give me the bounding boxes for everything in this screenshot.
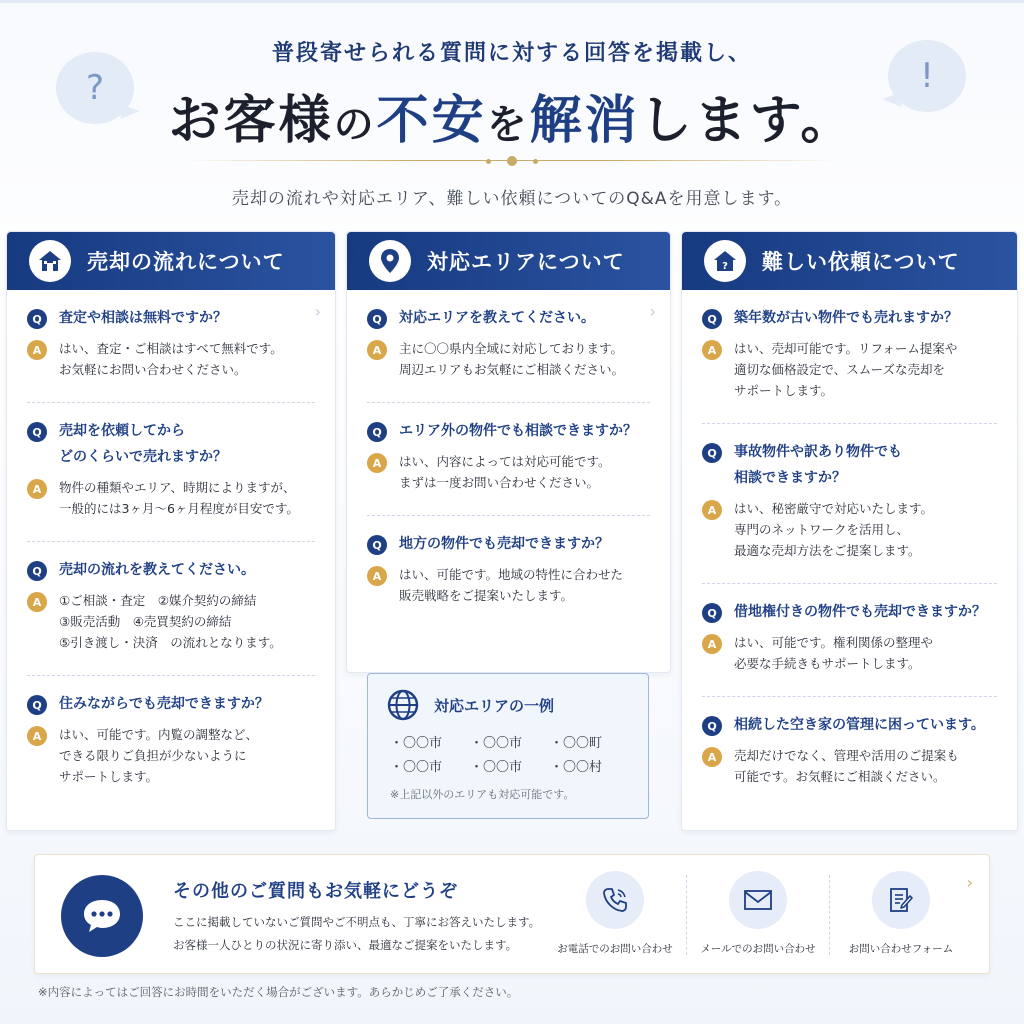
- answer-badge-icon: A: [27, 340, 47, 360]
- question-badge-icon: Q: [367, 422, 387, 442]
- answer-row: [27, 725, 315, 787]
- qa-list: [682, 290, 1017, 809]
- hero-title: [0, 78, 1024, 153]
- qa-item: [702, 584, 997, 697]
- title-part-1: お客様: [168, 91, 334, 151]
- faq-column-difficult-requests: [681, 231, 1018, 831]
- area-note: ※上記以外のエリアも対応可能です。: [390, 788, 575, 801]
- answer-text: [734, 338, 957, 401]
- answer-row: [27, 591, 315, 653]
- qa-item: [27, 403, 315, 542]
- question-text: [734, 305, 958, 331]
- column-title: 売却の流れについて: [87, 250, 285, 274]
- answer-line: できる限りご負担が少ないように: [59, 748, 247, 763]
- answer-line: 売却だけでなく、管理や活用のご提案も: [734, 748, 959, 763]
- answer-line: 適切な価格設定で、スムーズな売却を: [734, 362, 946, 377]
- question-row: [702, 308, 997, 331]
- question-row: [27, 308, 315, 331]
- answer-badge-icon: A: [27, 479, 47, 499]
- question-badge-icon: Q: [702, 309, 722, 329]
- mail-contact-button[interactable]: [698, 871, 818, 956]
- form-contact-button[interactable]: [841, 871, 961, 956]
- question-line: 対応エリアを教えてください。: [399, 310, 595, 326]
- question-text: [399, 305, 595, 331]
- answer-text: [734, 632, 933, 674]
- question-line: 事故物件や訳あり物件でも: [734, 444, 902, 460]
- phone-contact-button[interactable]: [555, 871, 675, 956]
- area-title-row: [386, 688, 630, 722]
- footnote: ※内容によってはご回答にお時間をいただく場合がございます。あらかじめご了承ください。: [38, 985, 519, 999]
- area-item: ・〇〇市: [470, 736, 523, 751]
- answer-line: ①ご相談・査定 ②媒介契約の締結: [59, 593, 257, 608]
- question-badge-icon: Q: [27, 422, 47, 442]
- answer-badge-icon: A: [367, 566, 387, 586]
- contact-desc-line: ここに掲載していないご質問やご不明点も、丁寧にお答えいたします。: [173, 915, 541, 929]
- chat-bubble-icon: [61, 875, 143, 957]
- column-header: [682, 232, 1017, 290]
- area-list: [386, 734, 630, 778]
- question-text: [399, 418, 637, 444]
- question-row: [367, 421, 650, 444]
- question-line: エリア外の物件でも相談できますか？: [399, 423, 637, 439]
- qa-item: [367, 516, 650, 628]
- chevron-right-icon[interactable]: ›: [966, 873, 973, 892]
- hero-lead: 売却の流れや対応エリア、難しい依頼についてのQ&Aを用意します。: [231, 189, 793, 209]
- area-box-title: 対応エリアの一例: [434, 696, 555, 715]
- qa-item: [27, 542, 315, 676]
- hero-section: [0, 0, 1024, 230]
- mail-icon: [729, 871, 787, 929]
- question-line: どのくらいで売れますか？: [59, 449, 227, 465]
- answer-line: はい、売却可能です。リフォーム提案や: [734, 341, 958, 356]
- qa-item: [702, 290, 997, 424]
- answer-line: サポートします。: [59, 769, 159, 784]
- answer-line: はい、可能です。権利関係の整理や: [734, 635, 934, 650]
- question-line: 売却を依頼してから: [59, 423, 185, 439]
- faq-column-area: [346, 231, 671, 673]
- answer-line: お気軽にお問い合わせください。: [59, 362, 247, 377]
- answer-line: ⑤引き渡し・決済 の流れとなります。: [59, 635, 282, 650]
- question-text: [734, 439, 902, 491]
- question-line: 査定や相談は無料ですか？: [59, 310, 227, 326]
- faq-column-sale-flow: [6, 231, 336, 831]
- title-part-4: を: [486, 102, 530, 148]
- answer-row: [702, 746, 997, 787]
- area-item: ・〇〇市: [470, 760, 523, 775]
- chevron-right-icon[interactable]: ›: [314, 302, 321, 321]
- question-badge-icon: Q: [702, 603, 722, 623]
- question-line: 相談できますか？: [734, 470, 846, 486]
- contact-panel: [34, 854, 990, 974]
- phone-icon: [586, 871, 644, 929]
- question-text: [734, 712, 985, 738]
- question-row: [27, 694, 315, 717]
- answer-text: [734, 498, 933, 561]
- answer-text: [399, 451, 611, 493]
- form-contact-label: お問い合わせフォーム: [848, 943, 954, 955]
- question-line: 住みながらでも売却できますか？: [59, 696, 269, 712]
- qa-item: [702, 424, 997, 584]
- answer-text: [399, 564, 623, 606]
- question-row: [27, 421, 315, 470]
- answer-line: 販売戦略をご提案いたします。: [399, 588, 574, 603]
- answer-line: 周辺エリアもお気軽にご相談ください。: [399, 362, 625, 377]
- qa-item: [367, 403, 650, 516]
- question-line: 地方の物件でも売却できますか？: [399, 536, 609, 552]
- title-part-2: の: [333, 102, 377, 148]
- area-example-box: [367, 673, 649, 819]
- answer-line: サポートします。: [734, 383, 834, 398]
- contact-title: その他のご質問もお気軽にどうぞ: [173, 881, 458, 902]
- mail-contact-label: メールでのお問い合わせ: [700, 943, 816, 955]
- qa-item: [702, 697, 997, 809]
- column-header: [347, 232, 670, 290]
- contact-desc-line: お客様一人ひとりの状況に寄り添い、最適なご提案をいたします。: [173, 938, 518, 952]
- qa-item: [27, 676, 315, 809]
- question-text: [734, 599, 986, 625]
- answer-badge-icon: A: [367, 453, 387, 473]
- answer-text: [59, 724, 258, 787]
- answer-row: [367, 339, 650, 380]
- question-line: 築年数が古い物件でも売れますか？: [734, 310, 958, 326]
- answer-text: [734, 745, 959, 787]
- question-row: [367, 534, 650, 557]
- answer-row: [702, 633, 997, 674]
- answer-badge-icon: A: [27, 592, 47, 612]
- area-item: ・〇〇市: [390, 736, 443, 751]
- divider: [829, 875, 830, 955]
- question-badge-icon: Q: [367, 535, 387, 555]
- question-text: [59, 305, 227, 331]
- answer-text: [59, 477, 299, 519]
- question-row: [27, 560, 315, 583]
- answer-line: はい、内容によっては対応可能です。: [399, 454, 611, 469]
- answer-line: 物件の種類やエリア、時期によりますが、: [59, 480, 296, 495]
- column-title: 対応エリアについて: [427, 250, 625, 274]
- title-part-3: 不安: [376, 91, 487, 151]
- question-line: 借地権付きの物件でも売却できますか？: [734, 604, 986, 620]
- answer-line: 必要な手続きもサポートします。: [734, 656, 921, 671]
- form-icon: [872, 871, 930, 929]
- question-badge-icon: Q: [702, 443, 722, 463]
- answer-line: 主に〇〇県内全域に対応しております。: [399, 341, 624, 356]
- title-part-5: 解消: [529, 91, 640, 151]
- phone-contact-label: お電話でのお問い合わせ: [557, 943, 673, 955]
- chevron-right-icon[interactable]: ›: [649, 302, 656, 321]
- svg-text:?: ?: [722, 261, 728, 272]
- question-line: 相続した空き家の管理に困っています。: [734, 717, 985, 733]
- answer-line: 一般的には3ヶ月〜6ヶ月程度が目安です。: [59, 501, 299, 516]
- question-text: [59, 418, 227, 470]
- answer-badge-icon: A: [702, 747, 722, 767]
- answer-line: はい、査定・ご相談はすべて無料です。: [59, 341, 283, 356]
- question-badge-icon: Q: [367, 309, 387, 329]
- question-row: [367, 308, 650, 331]
- column-title: 難しい依頼について: [762, 250, 960, 274]
- question-text: [59, 557, 255, 583]
- qa-list: [7, 290, 335, 809]
- answer-badge-icon: A: [702, 500, 722, 520]
- answer-line: 最適な売却方法をご提案します。: [734, 543, 921, 558]
- answer-text: [399, 338, 624, 380]
- answer-badge-icon: A: [702, 340, 722, 360]
- question-line: 売却の流れを教えてください。: [59, 562, 255, 578]
- question-row: [702, 602, 997, 625]
- qa-item: [27, 290, 315, 403]
- answer-row: [27, 478, 315, 519]
- answer-line: まずは一度お問い合わせください。: [399, 475, 600, 490]
- divider: [686, 875, 687, 955]
- house-icon: [29, 240, 71, 282]
- answer-row: [702, 499, 997, 561]
- answer-badge-icon: A: [27, 726, 47, 746]
- question-text: [399, 531, 609, 557]
- answer-badge-icon: A: [702, 634, 722, 654]
- question-badge-icon: Q: [27, 309, 47, 329]
- answer-row: [367, 452, 650, 493]
- qa-item: [367, 290, 650, 403]
- contact-description: [173, 911, 540, 957]
- answer-line: 可能です。お気軽にご相談ください。: [734, 769, 946, 784]
- question-badge-icon: Q: [702, 716, 722, 736]
- answer-line: ③販売活動 ④売買契約の締結: [59, 614, 232, 629]
- hero-subtitle: 普段寄せられる質問に対する回答を掲載し、: [271, 41, 752, 66]
- location-pin-icon: [369, 240, 411, 282]
- question-row: [702, 442, 997, 491]
- area-item: ・〇〇町: [550, 736, 603, 751]
- question-badge-icon: Q: [27, 695, 47, 715]
- divider-ornament: [486, 155, 538, 167]
- answer-badge-icon: A: [367, 340, 387, 360]
- question-text: [59, 691, 269, 717]
- answer-line: はい、秘密厳守で対応いたします。: [734, 501, 934, 516]
- column-header: [7, 232, 335, 290]
- question-badge-icon: Q: [27, 561, 47, 581]
- answer-row: [27, 339, 315, 380]
- answer-line: 専門のネットワークを活用し、: [734, 522, 910, 537]
- answer-row: [367, 565, 650, 606]
- answer-text: [59, 338, 283, 380]
- exclamation-mark: !: [920, 56, 934, 96]
- answer-text: [59, 590, 282, 653]
- area-item: ・〇〇村: [550, 760, 603, 775]
- answer-line: はい、可能です。地域の特性に合わせた: [399, 567, 624, 582]
- answer-row: [702, 339, 997, 401]
- area-item: ・〇〇市: [390, 760, 443, 775]
- question-mark: ?: [85, 68, 105, 108]
- house-question-icon: [704, 240, 746, 282]
- globe-icon: [386, 688, 420, 722]
- title-part-6: します。: [639, 91, 856, 151]
- answer-line: はい、可能です。内覧の調整など、: [59, 727, 259, 742]
- question-row: [702, 715, 997, 738]
- qa-list: [347, 290, 670, 628]
